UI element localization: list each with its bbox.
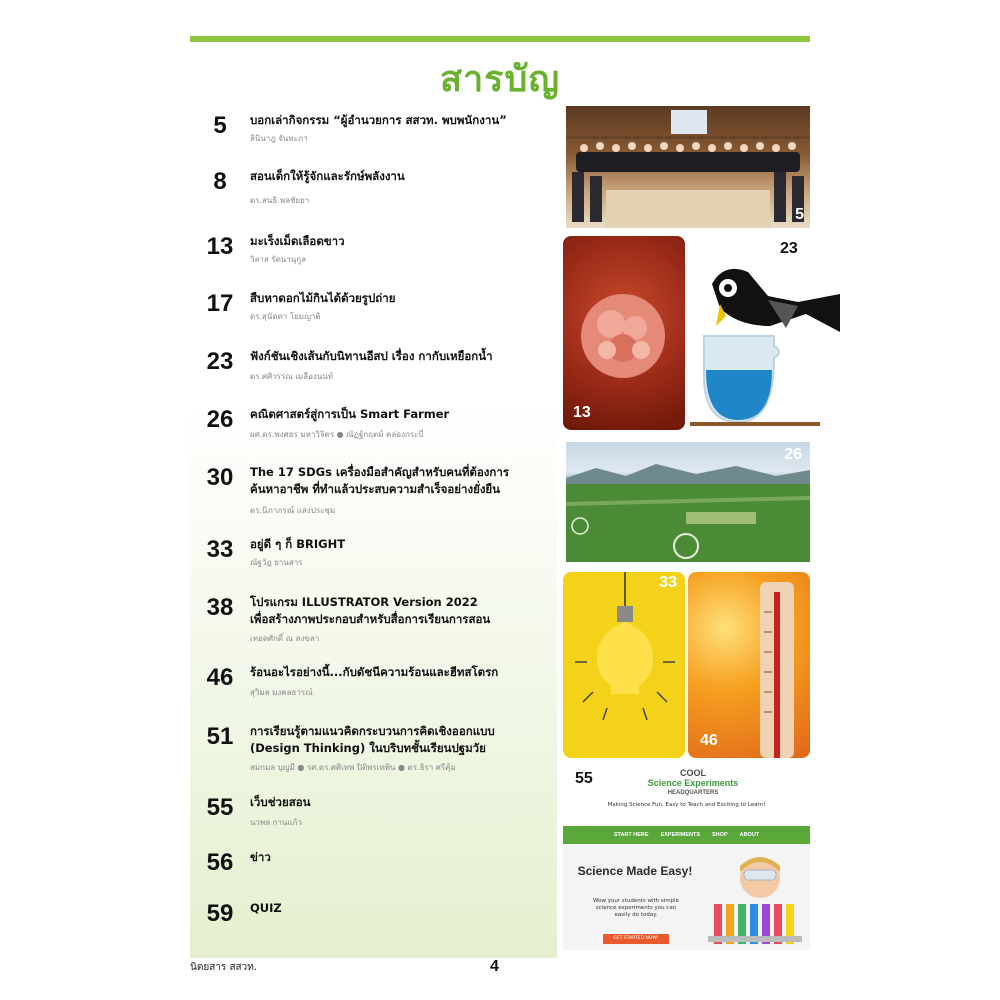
image-page-number: 55 bbox=[575, 770, 593, 787]
nav-start-here[interactable]: START HERE bbox=[613, 832, 649, 838]
entry-page-number: 5 bbox=[213, 112, 227, 139]
image-page-number: 26 bbox=[784, 446, 802, 463]
entry-author: สุวิมล มงคลธารณ์ bbox=[250, 688, 313, 697]
crow-pitcher-illustration bbox=[690, 236, 840, 432]
entry-page-number: 8 bbox=[213, 168, 227, 195]
entry-author: ดร.สุนัดดา โยมญาติ bbox=[250, 312, 321, 321]
image-page-number: 33 bbox=[659, 574, 677, 591]
nav-experiments[interactable]: EXPERIMENTS bbox=[660, 832, 700, 838]
entry-author: เทอดศักดิ์ ณ สงขลา bbox=[250, 634, 320, 643]
entry-title: ฟังก์ชันเชิงเส้นกับนิทานอีสป เรื่อง กากับเหยือกน้ำ bbox=[250, 349, 493, 363]
entry-page-number: 55 bbox=[206, 794, 234, 821]
hero-title: Science Made Easy! bbox=[577, 864, 693, 878]
blood-cell-image bbox=[563, 236, 685, 430]
top-accent-bar bbox=[190, 36, 810, 42]
image-page-number: 5 bbox=[795, 206, 804, 223]
nav-shop[interactable]: SHOP bbox=[712, 832, 728, 838]
site-nav-bar bbox=[563, 826, 810, 844]
entry-title: The 17 SDGs เครื่องมือสำคัญสำหรับคนที่ต้องการ ค้นหาอาชีพ ที่ทำแล้วประสบความสำเร็จอย่างยั่งยืน bbox=[250, 465, 509, 496]
nav-about[interactable]: ABOUT bbox=[739, 832, 760, 838]
science-website-screenshot bbox=[563, 766, 810, 950]
entry-page-number: 38 bbox=[206, 594, 234, 621]
entry-title: การเรียนรู้ตามแนวคิดกระบวนการคิดเชิงออกแบบ (Design Thinking) ในบริบทชั้นเรียนปฐมวัย bbox=[250, 724, 495, 755]
entry-author: ณัฐวัฎ ยานสาร bbox=[250, 558, 303, 567]
site-logo: COOL Science Experiments HEADQUARTERS bbox=[647, 768, 739, 796]
entry-title: QUIZ bbox=[250, 901, 282, 915]
entry-title: โปรแกรม ILLUSTRATOR Version 2022 เพื่อสร้างภาพประกอบสำหรับสื่อการเรียนการสอน bbox=[250, 595, 491, 626]
magazine-name: นิตยสาร สสวท. bbox=[190, 962, 258, 973]
site-hero bbox=[563, 844, 810, 950]
entry-title: เว็บช่วยสอน bbox=[250, 795, 311, 809]
entry-title: ข่าว bbox=[250, 850, 271, 864]
entry-page-number: 51 bbox=[206, 723, 234, 750]
entry-page-number: 33 bbox=[206, 536, 234, 563]
entry-title: มะเร็งเม็ดเลือดขาว bbox=[250, 234, 345, 248]
entry-page-number: 59 bbox=[206, 900, 234, 927]
entry-author: ลินินาฎ จันทะภา bbox=[250, 134, 308, 143]
site-tagline: Making Science Fun, Easy to Teach and Exciting to Learn! bbox=[607, 802, 766, 808]
entry-page-number: 56 bbox=[206, 849, 234, 876]
farm-field-photo bbox=[566, 442, 810, 562]
image-page-number: 23 bbox=[780, 240, 798, 257]
light-bulb-image bbox=[563, 572, 685, 758]
entry-author: ดร.นิภาภรณ์ แสงประชุม bbox=[250, 506, 336, 515]
entry-author: ดร.สนธิ พลชัยยา bbox=[250, 196, 310, 205]
entry-author: สมกมล บุญมี ● รศ.ดร.ศศิเทพ ปิติพรเทพิน ● ดร.ธิรา ศรีคุ้ม bbox=[250, 763, 456, 772]
entry-title: คณิตศาสตร์สู่การเป็น Smart Farmer bbox=[250, 407, 450, 421]
entry-page-number: 26 bbox=[206, 406, 234, 433]
entry-author: วิลาส รัตนานุกูล bbox=[250, 255, 306, 264]
entry-page-number: 13 bbox=[206, 233, 234, 260]
entry-page-number: 30 bbox=[206, 464, 234, 491]
toc-panel bbox=[190, 100, 557, 958]
page-title: สารบัญ bbox=[439, 59, 561, 100]
entry-page-number: 23 bbox=[206, 348, 234, 375]
entry-title: สืบหาดอกไม้กินได้ด้วยรูปถ่าย bbox=[250, 291, 396, 305]
entry-author: ดร.ศศิวรรณ เมลืองนนท์ bbox=[250, 372, 334, 381]
hero-text: Wow your students with simple science experiments you can easily do today. bbox=[592, 898, 680, 918]
entry-author: นวพล กานแก้ว bbox=[250, 818, 302, 827]
entry-title: ร้อนอะไรอย่างนี้...กับดัชนีความร้อนและฮีทสโตรก bbox=[250, 665, 499, 679]
heat-thermometer-image bbox=[688, 572, 810, 758]
entry-title: บอกเล่ากิจกรรม “ผู้อำนวยการ สสวท. พบพนักงาน” bbox=[250, 113, 507, 127]
image-page-number: 46 bbox=[700, 732, 718, 749]
meeting-photo bbox=[566, 106, 810, 228]
page-number: 4 bbox=[490, 958, 499, 975]
entry-author: ผศ.ดร.พงศธร มหาวิจิตร ● ณัฏฐ์กฤตม์ คล่องกระบี่ bbox=[250, 430, 424, 439]
get-started-button[interactable]: GET STARTED NOW! bbox=[603, 934, 669, 944]
entry-page-number: 17 bbox=[206, 290, 234, 317]
image-page-number: 13 bbox=[573, 404, 591, 421]
entry-title: สอนเด็กให้รู้จักและรักษ์พลังงาน bbox=[250, 169, 405, 183]
entry-page-number: 46 bbox=[206, 664, 234, 691]
entry-title: อยู่ดี ๆ ก็ BRIGHT bbox=[250, 537, 346, 551]
